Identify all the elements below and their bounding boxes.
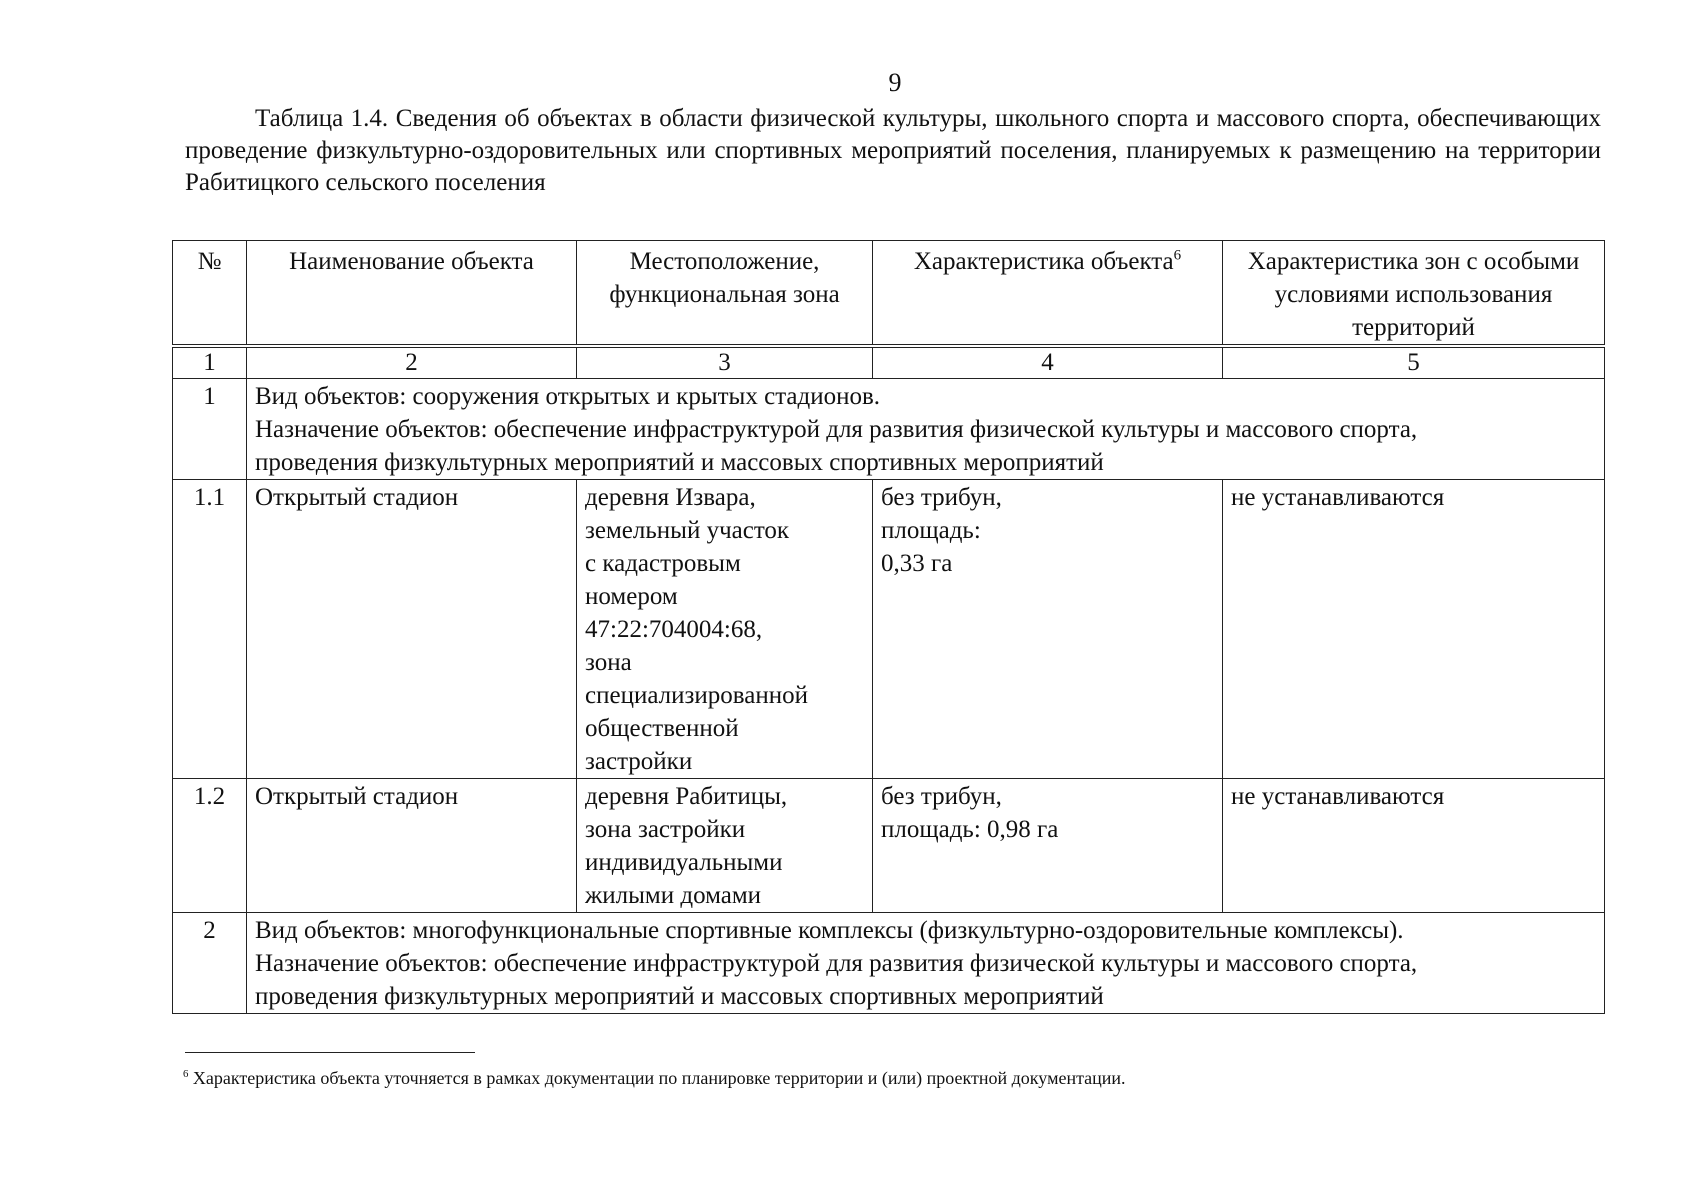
objects-table bbox=[172, 240, 1605, 1014]
table-header-row bbox=[173, 241, 1605, 347]
location-line: специализированной bbox=[585, 682, 808, 709]
column-number: 2 bbox=[247, 346, 577, 379]
location-line: 47:22:704004:68, bbox=[585, 616, 763, 643]
table-row bbox=[173, 779, 1605, 913]
footnote-text: Характеристика объекта уточняется в рамках документации по планировке территории и (или) проектной документации. bbox=[192, 1068, 1126, 1088]
characteristic-line: площадь: bbox=[881, 517, 981, 544]
group-line: Вид объектов: сооружения открытых и крытых стадионов. bbox=[255, 383, 881, 410]
location-line: номером bbox=[585, 583, 678, 610]
column-number: 5 bbox=[1223, 346, 1605, 379]
group-line: проведения физкультурных мероприятий и массовых спортивных мероприятий bbox=[255, 983, 1104, 1010]
location-line: зона застройки bbox=[585, 816, 746, 843]
characteristic-line: без трибун, bbox=[881, 783, 1002, 810]
object-name: Открытый стадион bbox=[247, 779, 577, 913]
group-line: Вид объектов: многофункциональные спортивные комплексы (физкультурно-оздоровительные комплексы). bbox=[255, 917, 1404, 944]
zone-characteristic: не устанавливаются bbox=[1223, 480, 1605, 779]
group-line: Назначение объектов: обеспечение инфраструктурой для развития физической культуры и массового спорта, bbox=[255, 416, 1418, 443]
page-number: 9 bbox=[888, 68, 902, 97]
group-row bbox=[173, 379, 1605, 480]
group-line: проведения физкультурных мероприятий и массовых спортивных мероприятий bbox=[255, 449, 1104, 476]
location-line: застройки bbox=[585, 748, 693, 775]
header-name: Наименование объекта bbox=[247, 241, 577, 347]
object-name: Открытый стадион bbox=[247, 480, 577, 779]
characteristic-line: 0,33 га bbox=[881, 550, 953, 577]
footnote-separator bbox=[185, 1052, 475, 1053]
footnote-ref: 6 bbox=[1173, 247, 1182, 264]
column-number: 3 bbox=[577, 346, 873, 379]
location-line: жилыми домами bbox=[585, 882, 762, 909]
header-zones: Характеристика зон с особыми условиями использования территорий bbox=[1223, 241, 1605, 347]
group-description bbox=[247, 913, 1605, 1014]
object-characteristic bbox=[873, 480, 1223, 779]
zone-characteristic: не устанавливаются bbox=[1223, 779, 1605, 913]
location-line: зона bbox=[585, 649, 632, 676]
footnote bbox=[183, 1066, 1126, 1090]
table-caption: Таблица 1.4. Сведения об объектах в области физической культуры, школьного спорта и массового спорта, обеспечивающих проведение физкультурно-оздоровительных или спортивных мероприятий поселения, планируемых к размещению на территории Рабитицкого сельского поселения bbox=[185, 105, 1601, 196]
group-line: Назначение объектов: обеспечение инфраструктурой для развития физической культуры и массового спорта, bbox=[255, 950, 1418, 977]
object-characteristic bbox=[873, 779, 1223, 913]
header-location: Местоположение, функциональная зона bbox=[577, 241, 873, 347]
location-line: земельный участок bbox=[585, 517, 790, 544]
table-row bbox=[173, 480, 1605, 779]
group-number: 1 bbox=[173, 379, 247, 480]
header-no: № bbox=[173, 241, 247, 347]
row-number: 1.2 bbox=[173, 779, 247, 913]
column-number: 4 bbox=[873, 346, 1223, 379]
location-line: индивидуальными bbox=[585, 849, 783, 876]
group-row bbox=[173, 913, 1605, 1014]
column-number: 1 bbox=[173, 346, 247, 379]
header-characteristic-text: Характеристика объекта bbox=[913, 248, 1174, 275]
footnote-mark: 6 bbox=[183, 1068, 189, 1080]
column-number-row bbox=[173, 346, 1605, 379]
location-line: с кадастровым bbox=[585, 550, 741, 577]
group-number: 2 bbox=[173, 913, 247, 1014]
row-number: 1.1 bbox=[173, 480, 247, 779]
header-characteristic bbox=[873, 241, 1223, 347]
object-location bbox=[577, 779, 873, 913]
group-description bbox=[247, 379, 1605, 480]
location-line: общественной bbox=[585, 715, 739, 742]
location-line: деревня Рабитицы, bbox=[585, 783, 788, 810]
characteristic-line: без трибун, bbox=[881, 484, 1002, 511]
characteristic-line: площадь: 0,98 га bbox=[881, 816, 1059, 843]
object-location bbox=[577, 480, 873, 779]
location-line: деревня Извара, bbox=[585, 484, 756, 511]
